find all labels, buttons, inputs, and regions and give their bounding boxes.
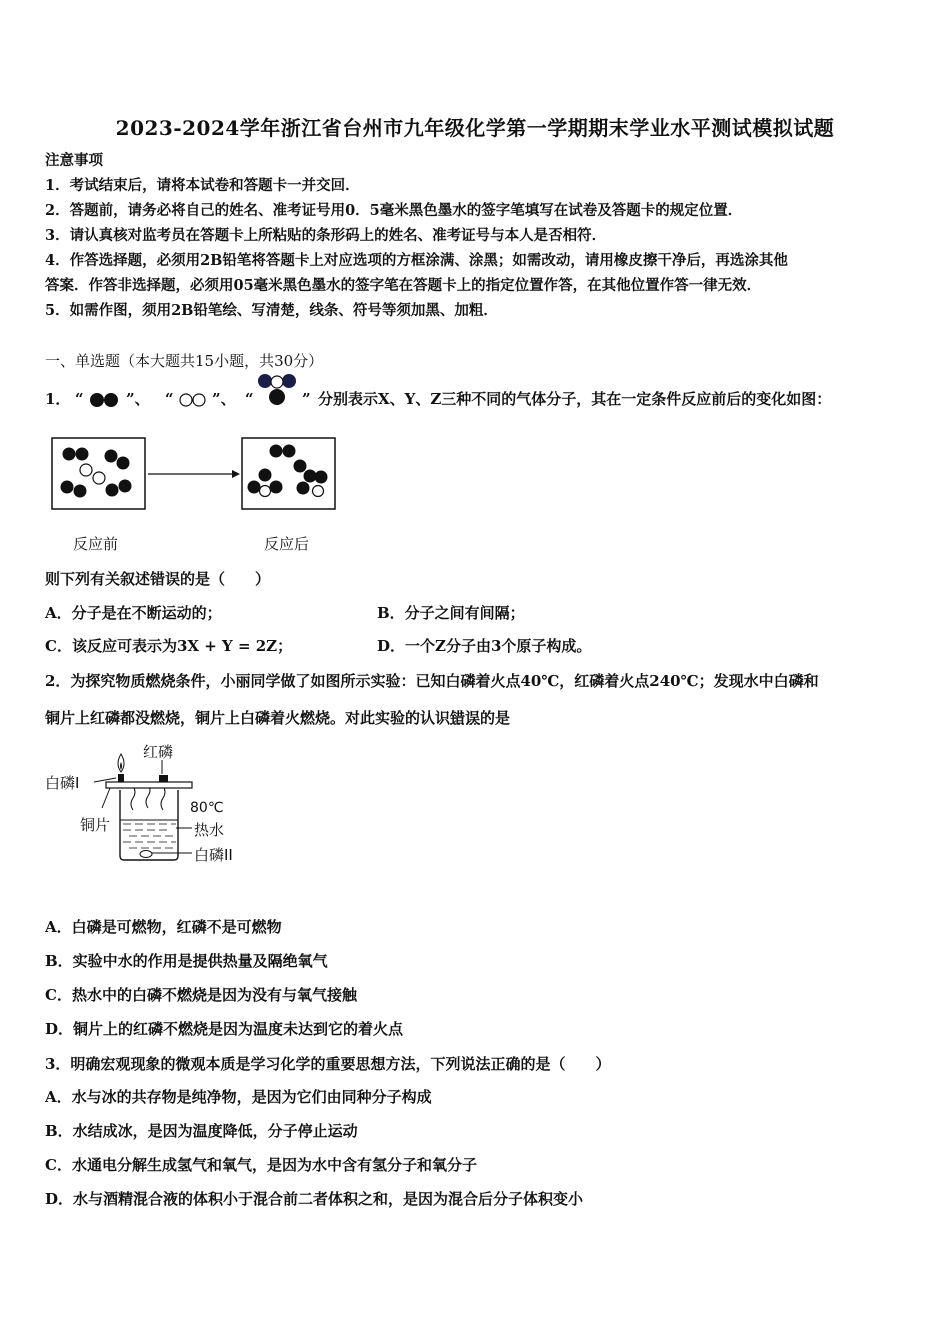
label-before: 反应前 <box>73 535 119 553</box>
label-white-phosphorus-1: 白磷Ⅰ <box>45 774 80 792</box>
q1-option-d: D．一个Z分子由3个原子构成。 <box>377 637 592 655</box>
q1-option-a: A．分子是在不断运动的； <box>45 604 222 622</box>
label-copper-plate: 铜片 <box>80 816 111 834</box>
notice-heading: 注意事项 <box>45 152 103 169</box>
label-after: 反应后 <box>264 535 310 553</box>
q1-quote-close-2: ”、 <box>212 390 236 408</box>
molecule-y-icon <box>176 390 212 410</box>
q1-option-c: C．该反应可表示为3X + Y = 2Z； <box>45 637 293 655</box>
q2-stem-line2-post: 的是 <box>480 709 511 727</box>
label-white-phosphorus-2: 白磷II <box>194 846 233 864</box>
section-heading: 一、单选题（本大题共15小题，共30分） <box>45 352 324 370</box>
q1-option-b: B．分子之间有间隔； <box>377 604 525 622</box>
q1-quote-close-1: ”、 <box>126 390 150 408</box>
q3-option-a: A．水与冰的共存物是纯净物，是因为它们由同种分子构成 <box>45 1088 432 1106</box>
page-title: 2023-2024学年浙江省台州市九年级化学第一学期期末学业水平测试模拟试题 <box>115 116 835 140</box>
q2-option-a: A．白磷是可燃物，红磷不是可燃物 <box>45 918 282 936</box>
notice-item-4: 4．作答选择题，必须用2B铅笔将答题卡上对应选项的方框涂满、涂黑；如需改动，请用橡皮擦干净后，再选涂其他 <box>45 252 788 269</box>
label-temperature: 80℃ <box>190 800 224 816</box>
q1-quote-close-3: ” <box>302 390 311 408</box>
molecule-x-icon <box>86 390 126 410</box>
q1-stem-tail: 分别表示X、Y、Z三种不同的气体分子，其在一定条件反应前后的变化如图： <box>318 390 832 408</box>
notice-item-4-cont: 答案．作答非选择题，必须用05毫米黑色墨水的签字笔在答题卡上的指定位置作答，在其他位置作答一律无效． <box>45 277 762 294</box>
q3-option-b: B．水结成冰，是因为温度降低，分子停止运动 <box>45 1122 358 1140</box>
molecule-z-icon <box>254 370 302 410</box>
label-red-phosphorus: 红磷 <box>143 743 174 761</box>
notice-item-2: 2．答题前，请务必将自己的姓名、准考证号用0．5毫米黑色墨水的签字笔填写在试卷及答题卡的规定位置． <box>45 202 743 219</box>
notice-item-5: 5．如需作图，须用2B铅笔绘、写清楚，线条、符号等须加黑、加粗． <box>45 302 498 319</box>
q2-option-c: C．热水中的白磷不燃烧是因为没有与氧气接触 <box>45 986 357 1004</box>
label-hot-water: 热水 <box>194 821 225 839</box>
q1-number: 1． <box>45 390 71 408</box>
q1-quote-open-1: “ <box>75 390 84 408</box>
q1-quote-open-2: “ <box>165 390 174 408</box>
q2-stem-line1: 2．为探究物质燃烧条件，小丽同学做了如图所示实验：已知白磷着火点40℃，红磷着火点240℃；发现水中白磷和 <box>45 672 819 690</box>
q3-option-d: D．水与酒精混合液的体积小于混合前二者体积之和，是因为混合后分子体积变小 <box>45 1190 584 1208</box>
q1-question: 则下列有关叙述错误的是（ ） <box>45 570 271 588</box>
q3-stem: 3．明确宏观现象的微观本质是学习化学的重要思想方法，下列说法正确的是（ ） <box>45 1055 611 1073</box>
q1-quote-open-3: “ <box>245 390 254 408</box>
notice-item-1: 1．考试结束后，请将本试卷和答题卡一并交回． <box>45 177 360 194</box>
q2-stem-line2-pre: 铜片上红磷都没燃烧，铜片上白磷着火燃烧。对此实验的认识 <box>45 709 451 727</box>
notice-item-3: 3．请认真核对监考员在答题卡上所粘贴的条形码上的姓名、准考证号与本人是否相符． <box>45 227 607 244</box>
reaction-diagram <box>50 436 350 516</box>
q2-option-d: D．铜片上的红磷不燃烧是因为温度未达到它的着火点 <box>45 1020 404 1038</box>
q2-option-b: B．实验中水的作用是提供热量及隔绝氧气 <box>45 952 328 970</box>
q2-stem-emphasis: 错误 <box>450 709 481 727</box>
q3-option-c: C．水通电分解生成氢气和氧气，是因为水中含有氢分子和氧分子 <box>45 1156 477 1174</box>
q2-stem-line2 <box>45 709 510 727</box>
